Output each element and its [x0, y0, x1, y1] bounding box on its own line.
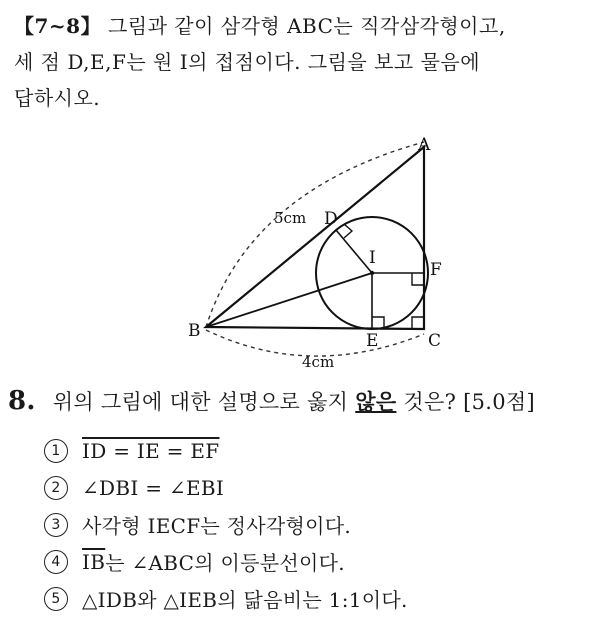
choice-1-text: ID = IE = EF: [82, 438, 220, 463]
length-label-bc: 4cm: [302, 353, 335, 371]
answer-choices: [44, 432, 604, 617]
choice-1[interactable]: [44, 432, 604, 469]
choice-4-segment: $\overline{IB}$: [82, 549, 106, 574]
intro-line-3: 답하시오.: [14, 86, 101, 110]
choice-5-number: 5: [44, 587, 68, 611]
choice-1-number: 1: [44, 439, 68, 463]
choice-2-number: 2: [44, 476, 68, 500]
question-8: [8, 386, 608, 417]
intro-text-1: 그림과 같이 삼각형 ABC는 직각삼각형이고,: [107, 14, 506, 38]
segment-id: [336, 230, 372, 273]
label-i: I: [369, 248, 376, 268]
label-c: C: [428, 331, 442, 351]
label-b: B: [188, 321, 201, 341]
choice-2[interactable]: [44, 469, 604, 506]
choice-3-text: 사각형 IECF는 정사각형이다.: [82, 514, 352, 538]
choice-5[interactable]: [44, 580, 604, 617]
choice-4[interactable]: [44, 543, 604, 580]
intro-line-2: 세 점 D,E,F는 원 I의 접점이다. 그림을 보고 물음에: [14, 50, 481, 74]
problem-range-tag: 【7~8】: [14, 14, 102, 38]
choice-4-number: 4: [44, 550, 68, 574]
choice-4-text: 는 ∠ABC의 이등분선이다.: [105, 551, 345, 575]
label-f: F: [430, 260, 442, 280]
length-label-ab: 5cm: [274, 209, 307, 227]
question-emphasis: 않은: [355, 389, 397, 414]
label-a: A: [418, 135, 431, 155]
right-angle-mark-d: [344, 224, 352, 238]
question-number: 8.: [8, 386, 36, 416]
right-angle-mark-c: [412, 317, 424, 329]
choice-3[interactable]: [44, 506, 604, 543]
choice-3-number: 3: [44, 513, 68, 537]
right-angle-mark-f: [412, 273, 424, 285]
segment-bi: [206, 273, 372, 327]
choice-5-text: △IDB와 △IEB의 닮음비는 1:1이다.: [82, 588, 408, 612]
question-text-after: 것은? [5.0점]: [403, 390, 535, 414]
question-text-before: 위의 그림에 대한 설명으로 옳지: [52, 390, 349, 414]
label-e: E: [366, 331, 379, 351]
choice-2-text: ∠DBI = ∠EBI: [82, 475, 225, 500]
center-dot-i: [370, 271, 374, 275]
triangle-abc: [206, 147, 424, 329]
label-d: D: [324, 209, 338, 229]
